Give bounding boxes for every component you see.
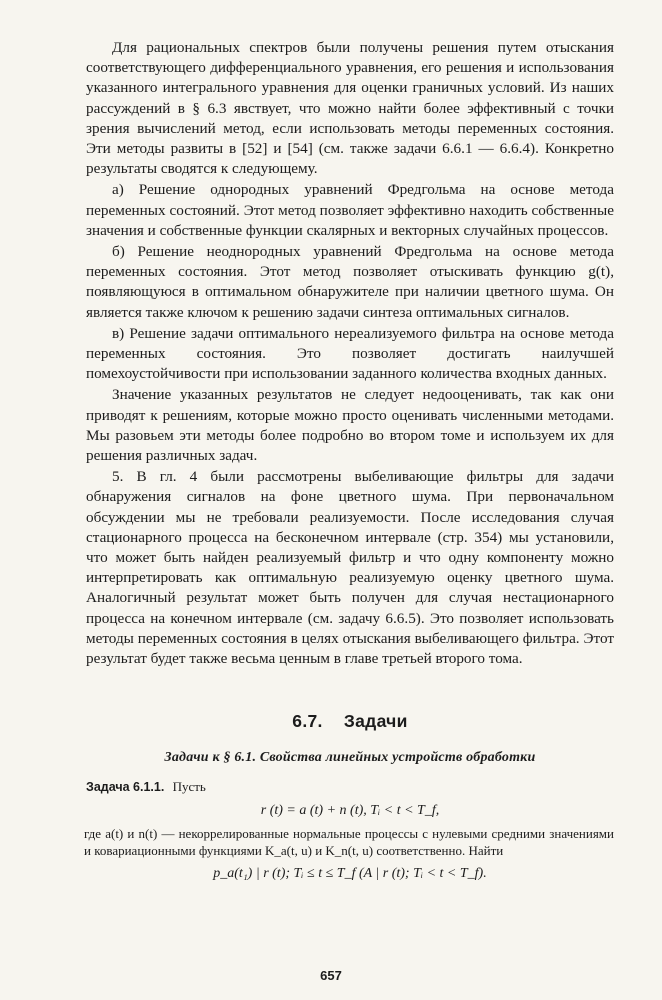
page-body: [86, 38, 614, 888]
paragraph-item-b: б) Решение неоднородных уравнений Фредгольма на основе метода переменных состояния. Этот метод позволяет отыскивать функцию g(t), появляющуюся в оптимальном обнаружителе при наличии цветного шума. Он является также ключом к решению задачи синтеза оптимальных сигналов.: [86, 243, 614, 321]
subsection-heading: Задачи к § 6.1. Свойства линейных устройств обработки: [164, 750, 536, 766]
section-number: 6.7.: [292, 711, 323, 732]
section-title: Задачи: [343, 711, 408, 732]
paragraph-item-a: а) Решение однородных уравнений Фредгольма на основе метода переменных состояний. Этот метод позволяет эффективно находить собственные значения и собственные функции скалярных и векторных случайных процессов.: [86, 181, 614, 239]
formula-signal-model: r (t) = a (t) + n (t), Tᵢ < t < T_f,: [260, 802, 440, 818]
problem-intro: Пусть: [172, 779, 206, 795]
problem-label: Задача 6.1.1.: [86, 780, 165, 795]
paragraph-significance: Значение указанных результатов не следует недооценивать, так как они приводят к решениям, которые можно просто оценивать численными методами. Мы разовьем эти методы более подробно во втором томе и используем их для решения различных задач.: [86, 386, 614, 465]
problem-text: где a(t) и n(t) — некоррелированные нормальные процессы с нулевыми средними значениями и ковариационными функциями K_a(t, u) и K_n(t, u) соответственно. Найти: [84, 825, 614, 859]
page-number: 657: [320, 968, 342, 983]
paragraph-item-5: 5. В гл. 4 были рассмотрены выбеливающие фильтры для задачи обнаружения сигналов на фоне цветного шума. При первоначальном обсуждении мы не требовали реализуемости. После исследования случая стационарного процесса на бесконечном интервале (стр. 354) мы установили, что может быть найден реализуемый фильтр и что одну компоненту можно интерпретировать как оптимальную реализуемую оценку цветного шума. Аналогичный результат может быть получен для случая нестационарного процесса на конечном интервале (см. задачу 6.6.5). Это позволяет использовать методы переменных состояния в целях отыскания выбеливающего фильтра. Этот результат будет также весьма ценным в главе третьей второго тома.: [86, 468, 614, 668]
problem-6-1-1: [86, 778, 614, 797]
paragraph-rational-spectra: Для рациональных спектров были получены решения путем отыскания соответствующего дифференциального уравнения, его решения и использования указанного интегрального уравнения для оценки граничных условий. Из наших рассуждений в § 6.3 явствует, что можно найти более эффективный с точки зрения вычислений метод, если использовать методы переменных состояния. Эти методы развиты в [52] и [54] (см. также задачи 6.6.1 — 6.6.4). Конкретно результаты сводятся к следующему.: [86, 39, 614, 178]
section-heading: [86, 711, 614, 732]
formula-conditional-density: p_a(t₁) | r (t); Tᵢ ≤ t ≤ T_f (A | r (t); Tᵢ < t < T_f).: [213, 865, 487, 881]
paragraph-item-c: в) Решение задачи оптимального нереализуемого фильтра на основе метода переменных состояния. Это позволяет достигать наилучшей помехоустойчивости при использовании заданного количества входных данных.: [86, 324, 614, 383]
